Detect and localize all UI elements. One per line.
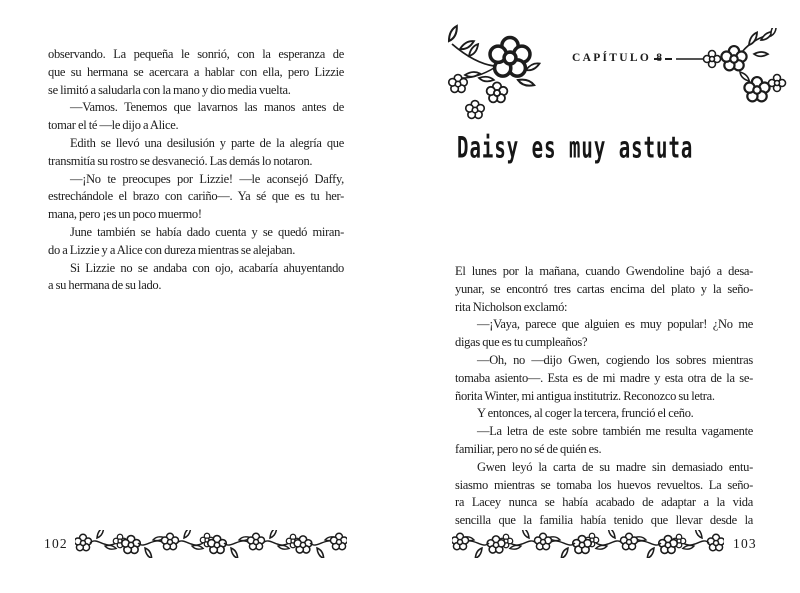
- text-line: —¡No te preocupes por Lizzie! —le aconsejó Daffy,: [70, 171, 344, 186]
- page-right-footer: [452, 530, 757, 558]
- text-line: rita Nicholson exclamó:: [455, 299, 568, 314]
- text-line: transmitía su rostro se desvaneció. Las demás lo notaron.: [48, 153, 313, 168]
- text-line: que su hermana se acercara a hablar con ella, pero Lizzie: [48, 64, 344, 79]
- text-line: Gwen leyó la carta de su madre sin demasiado entu-: [477, 459, 753, 474]
- page-right: [455, 263, 753, 530]
- page-left: [48, 46, 344, 295]
- text-line: —Vamos. Tenemos que lavarnos las manos antes de: [70, 100, 344, 115]
- text-line: El lunes por la mañana, cuando Gwendoline bajó a desa-: [455, 264, 753, 278]
- text-line: siasmo mientras se tomaba los huevos revueltos. La seño-: [455, 477, 753, 492]
- text-line: Y entonces, al coger la tercera, frunció el ceño.: [477, 406, 694, 421]
- text-line: ra Lacey nunca se había acabado de adaptar a la vida: [455, 495, 753, 510]
- page-left-text: [48, 46, 344, 295]
- flower-rule-icon: [630, 28, 800, 120]
- text-line: mana, pero ¡es un poco muermo!: [48, 207, 202, 222]
- text-line: familiar, pero no sé de quién es.: [455, 441, 602, 456]
- text-line: ñorita Winter, mi antigua institutriz. Reconozco su letra.: [455, 388, 715, 403]
- flower-garland-icon: [75, 530, 347, 558]
- page-number-right: 103: [733, 536, 757, 551]
- text-line: Edith se llevó una desilusión y parte de la alegría que: [70, 135, 344, 150]
- text-line: estrechándole el brazo con cariño—. Ya sé que es tu her-: [48, 189, 344, 204]
- flower-garland-icon: [452, 530, 724, 558]
- page-right-text: [455, 263, 753, 530]
- text-line: sencilla que la familia había tenido que llevar desde la: [455, 513, 753, 528]
- text-line: Si Lizzie no se andaba con ojo, acabaría ahuyentando: [70, 260, 344, 275]
- page-left-footer: [44, 530, 347, 558]
- flower-cluster-icon: [436, 22, 546, 124]
- text-line: se limitó a saludarla con la mano y dio media vuelta.: [48, 82, 291, 97]
- text-line: —La letra de este sobre también me resulta vagamente: [477, 424, 753, 439]
- text-line: digas que es tu cumpleaños?: [455, 335, 588, 350]
- chapter-title: Daisy es muy astuta: [457, 131, 694, 166]
- chapter-label: CAPÍTULO 8: [572, 52, 665, 64]
- text-line: do a Lizzie y a Alice con dureza mientras se alejaban.: [48, 242, 296, 257]
- text-line: —Oh, no —dijo Gwen, cogiendo los sobres mientras: [477, 352, 753, 367]
- text-line: yunar, se encontró tres cartas encima del plato y la seño-: [455, 281, 753, 296]
- page-number-left: 102: [44, 536, 68, 551]
- text-line: —¡Vaya, parece que alguien es muy popular! ¿No me: [477, 317, 753, 332]
- text-line: tomaba asiento—. Esta es de mi madre y esta otra de la se-: [455, 370, 753, 385]
- text-line: a su hermana de su lado.: [48, 278, 162, 293]
- text-line: observando. La pequeña le sonrió, con la esperanza de: [48, 47, 344, 61]
- text-line: June también se había dado cuenta y se quedó miran-: [70, 224, 344, 239]
- text-line: tomar el té —le dijo a Alice.: [48, 118, 179, 133]
